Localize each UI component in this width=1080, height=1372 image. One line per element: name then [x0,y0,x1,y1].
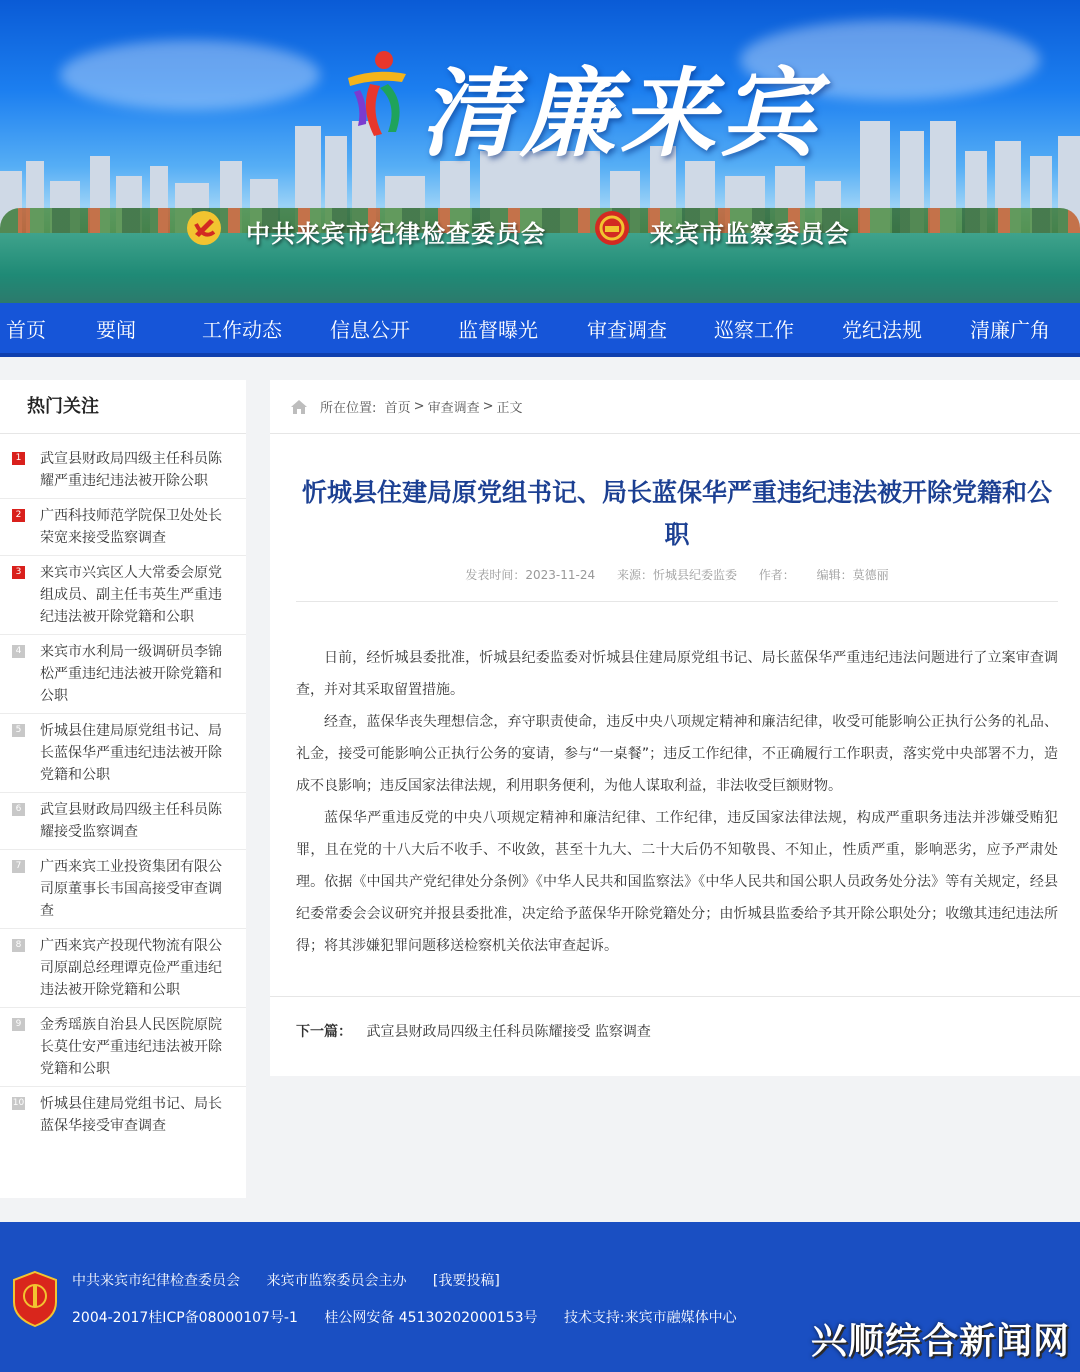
article-meta [296,566,1058,602]
article-paragraph: 蓝保华严重违反党的中央八项规定精神和廉洁纪律、工作纪律，违反国家法律法规，构成严重职务违法并涉嫌受贿犯罪，且在党的十八大后不收手、不收敛，甚至十九大、二十大后仍不知敬畏、不知止，性质严重，影响恶劣，应予严肃处理。依据《中国共产党纪律处分条例》《中华人民共和国监察法》《中华人民共和国公职人员政务处分法》等有关规定，经县纪委常委会会议研究并报县委批准，决定给予蓝保华开除党籍处分；由忻城县监委给予其开除公职处分；收缴其违纪违法所得；将其涉嫌犯罪问题移送检察机关依法审查起诉。 [296,810,1058,954]
list-item[interactable] [0,499,246,556]
submit-article-link[interactable]: [我要投稿] [432,1273,500,1289]
list-item[interactable] [0,714,246,793]
clean-logo-icon [340,48,412,140]
article-panel [270,380,1080,1076]
rank-badge: 10 [12,1098,25,1108]
article-title: 忻城县住建局原党组书记、局长蓝保华严重违纪违法被开除党籍和公职 [301,478,1052,549]
article-author: 作者： [758,568,795,582]
breadcrumb-home-link[interactable]: 首页 [384,401,411,416]
next-article-link[interactable]: 武宣县财政局四级主任科员陈耀接受 监察调查 [366,1024,651,1040]
rank-badge: 3 [12,566,25,579]
article-editor: 编辑：莫德丽 [816,568,889,582]
list-item-text: 广西科技师范学院保卫处处长荣宽来接受监察调查 [40,508,222,546]
list-item-text: 广西来宾工业投资集团有限公司原董事长韦国高接受审查调查 [40,859,222,919]
publish-date: 发表时间：2023-11-24 [465,568,596,582]
nav-party-regulations[interactable]: 党纪法规 [842,318,922,342]
list-item[interactable] [0,1087,246,1143]
banner-title: 清廉来宾 [420,57,820,170]
list-item-text: 武宣县财政局四级主任科员陈耀接受监察调查 [40,802,222,840]
rank-badge: 4 [12,645,25,658]
breadcrumb [270,380,1080,434]
cloud [60,40,320,110]
article-paragraph: 日前，经忻城县委批准，忻城县纪委监委对忻城县住建局原党组书记、局长蓝保华严重违纪违法问题进行了立案审查调查，并对其采取留置措施。 [296,650,1058,698]
list-item[interactable] [0,442,246,499]
list-item[interactable] [0,929,246,1008]
next-article-label: 下一篇： [296,1024,352,1040]
header-banner [0,0,1080,303]
list-item[interactable] [0,850,246,929]
list-item-text: 金秀瑶族自治县人民医院原院长莫仕安严重违纪违法被开除党籍和公职 [40,1017,222,1077]
nav-review-investigation[interactable]: 审查调查 [587,318,667,342]
footer-org-2: 来宾市监察委员会主办 [266,1273,407,1289]
list-item-text: 忻城县住建局党组书记、局长蓝保华接受审查调查 [40,1096,222,1134]
org-left-label: 中共来宾市纪律检查委员会 [246,220,546,248]
list-item-text: 来宾市兴宾区人大常委会原党组成员、副主任韦英生严重违纪违法被开除党籍和公职 [40,565,222,625]
watermark: 兴顺综合新闻网 [810,1321,1070,1362]
list-item[interactable] [0,556,246,635]
breadcrumb-label: 所在位置: [320,401,377,416]
home-icon [290,399,308,415]
rank-badge: 7 [12,860,25,873]
nav-inspection-work[interactable]: 巡察工作 [714,318,794,342]
nav-supervision-exposure[interactable]: 监督曝光 [458,318,538,342]
org-right-label: 来宾市监察委员会 [650,220,850,248]
list-item-text: 来宾市水利局一级调研员李锦松严重违纪违法被开除党籍和公职 [40,644,222,704]
hot-topics-title: 热门关注 [0,380,246,434]
list-item[interactable] [0,635,246,714]
breadcrumb-section-link[interactable]: 审查调查 [427,401,480,416]
nav-home[interactable]: 首页 [6,318,46,342]
hot-topics-list [0,434,246,1143]
breadcrumb-separator: > [413,399,425,414]
breadcrumb-separator: > [482,399,494,414]
rank-badge: 1 [12,452,25,465]
footer-line-1 [72,1270,522,1290]
list-item-text: 忻城县住建局原党组书记、局长蓝保华严重违纪违法被开除党籍和公职 [40,723,222,783]
list-item-text: 广西来宾产投现代物流有限公司原副总经理谭克俭严重违纪违法被开除党籍和公职 [40,938,222,998]
article-paragraph: 经查，蓝保华丧失理想信念，弃守职责使命，违反中央八项规定精神和廉洁纪律，收受可能影响公正执行公务的礼品、礼金，接受可能影响公正执行公务的宴请，参与“一桌餐”；违反工作纪律，不正确履行工作职责，落实党中央部署不力，造成不良影响；违反国家法律法规，利用职务便利，为他人谋取利益，非法收受巨额财物。 [296,714,1058,794]
footer-line-2 [72,1307,759,1327]
next-article [270,996,1080,1065]
list-item-text: 武宣县财政局四级主任科员陈耀严重违纪违法被开除公职 [40,451,222,489]
article-body [296,642,1058,962]
list-item[interactable] [0,793,246,850]
national-emblem-icon [594,210,630,246]
nav-work-updates[interactable]: 工作动态 [202,318,282,342]
nav-news[interactable]: 要闻 [96,318,136,342]
nav-clean-corner[interactable]: 清廉广角 [970,318,1050,342]
icp-record[interactable]: 2004-2017桂ICP备08000107号-1 [72,1310,298,1326]
breadcrumb-current: 正文 [496,401,523,416]
article-source: 来源：忻城县纪委监委 [616,568,737,582]
party-emblem-icon [186,210,222,246]
nav-info-disclosure[interactable]: 信息公开 [330,318,410,342]
list-item[interactable] [0,1008,246,1087]
hot-topics-sidebar [0,380,246,1198]
rank-badge: 8 [12,939,25,952]
rank-badge: 6 [12,803,25,816]
footer-org-1: 中共来宾市纪律检查委员会 [72,1273,240,1289]
rank-badge: 2 [12,509,25,522]
rank-badge: 5 [12,724,25,737]
discipline-badge-icon [12,1270,58,1328]
police-record[interactable]: 桂公网安备 45130202000153号 [324,1310,538,1326]
rank-badge: 9 [12,1018,25,1031]
main-nav [0,303,1080,357]
tech-support: 技术支持:来宾市融媒体中心 [563,1310,737,1326]
